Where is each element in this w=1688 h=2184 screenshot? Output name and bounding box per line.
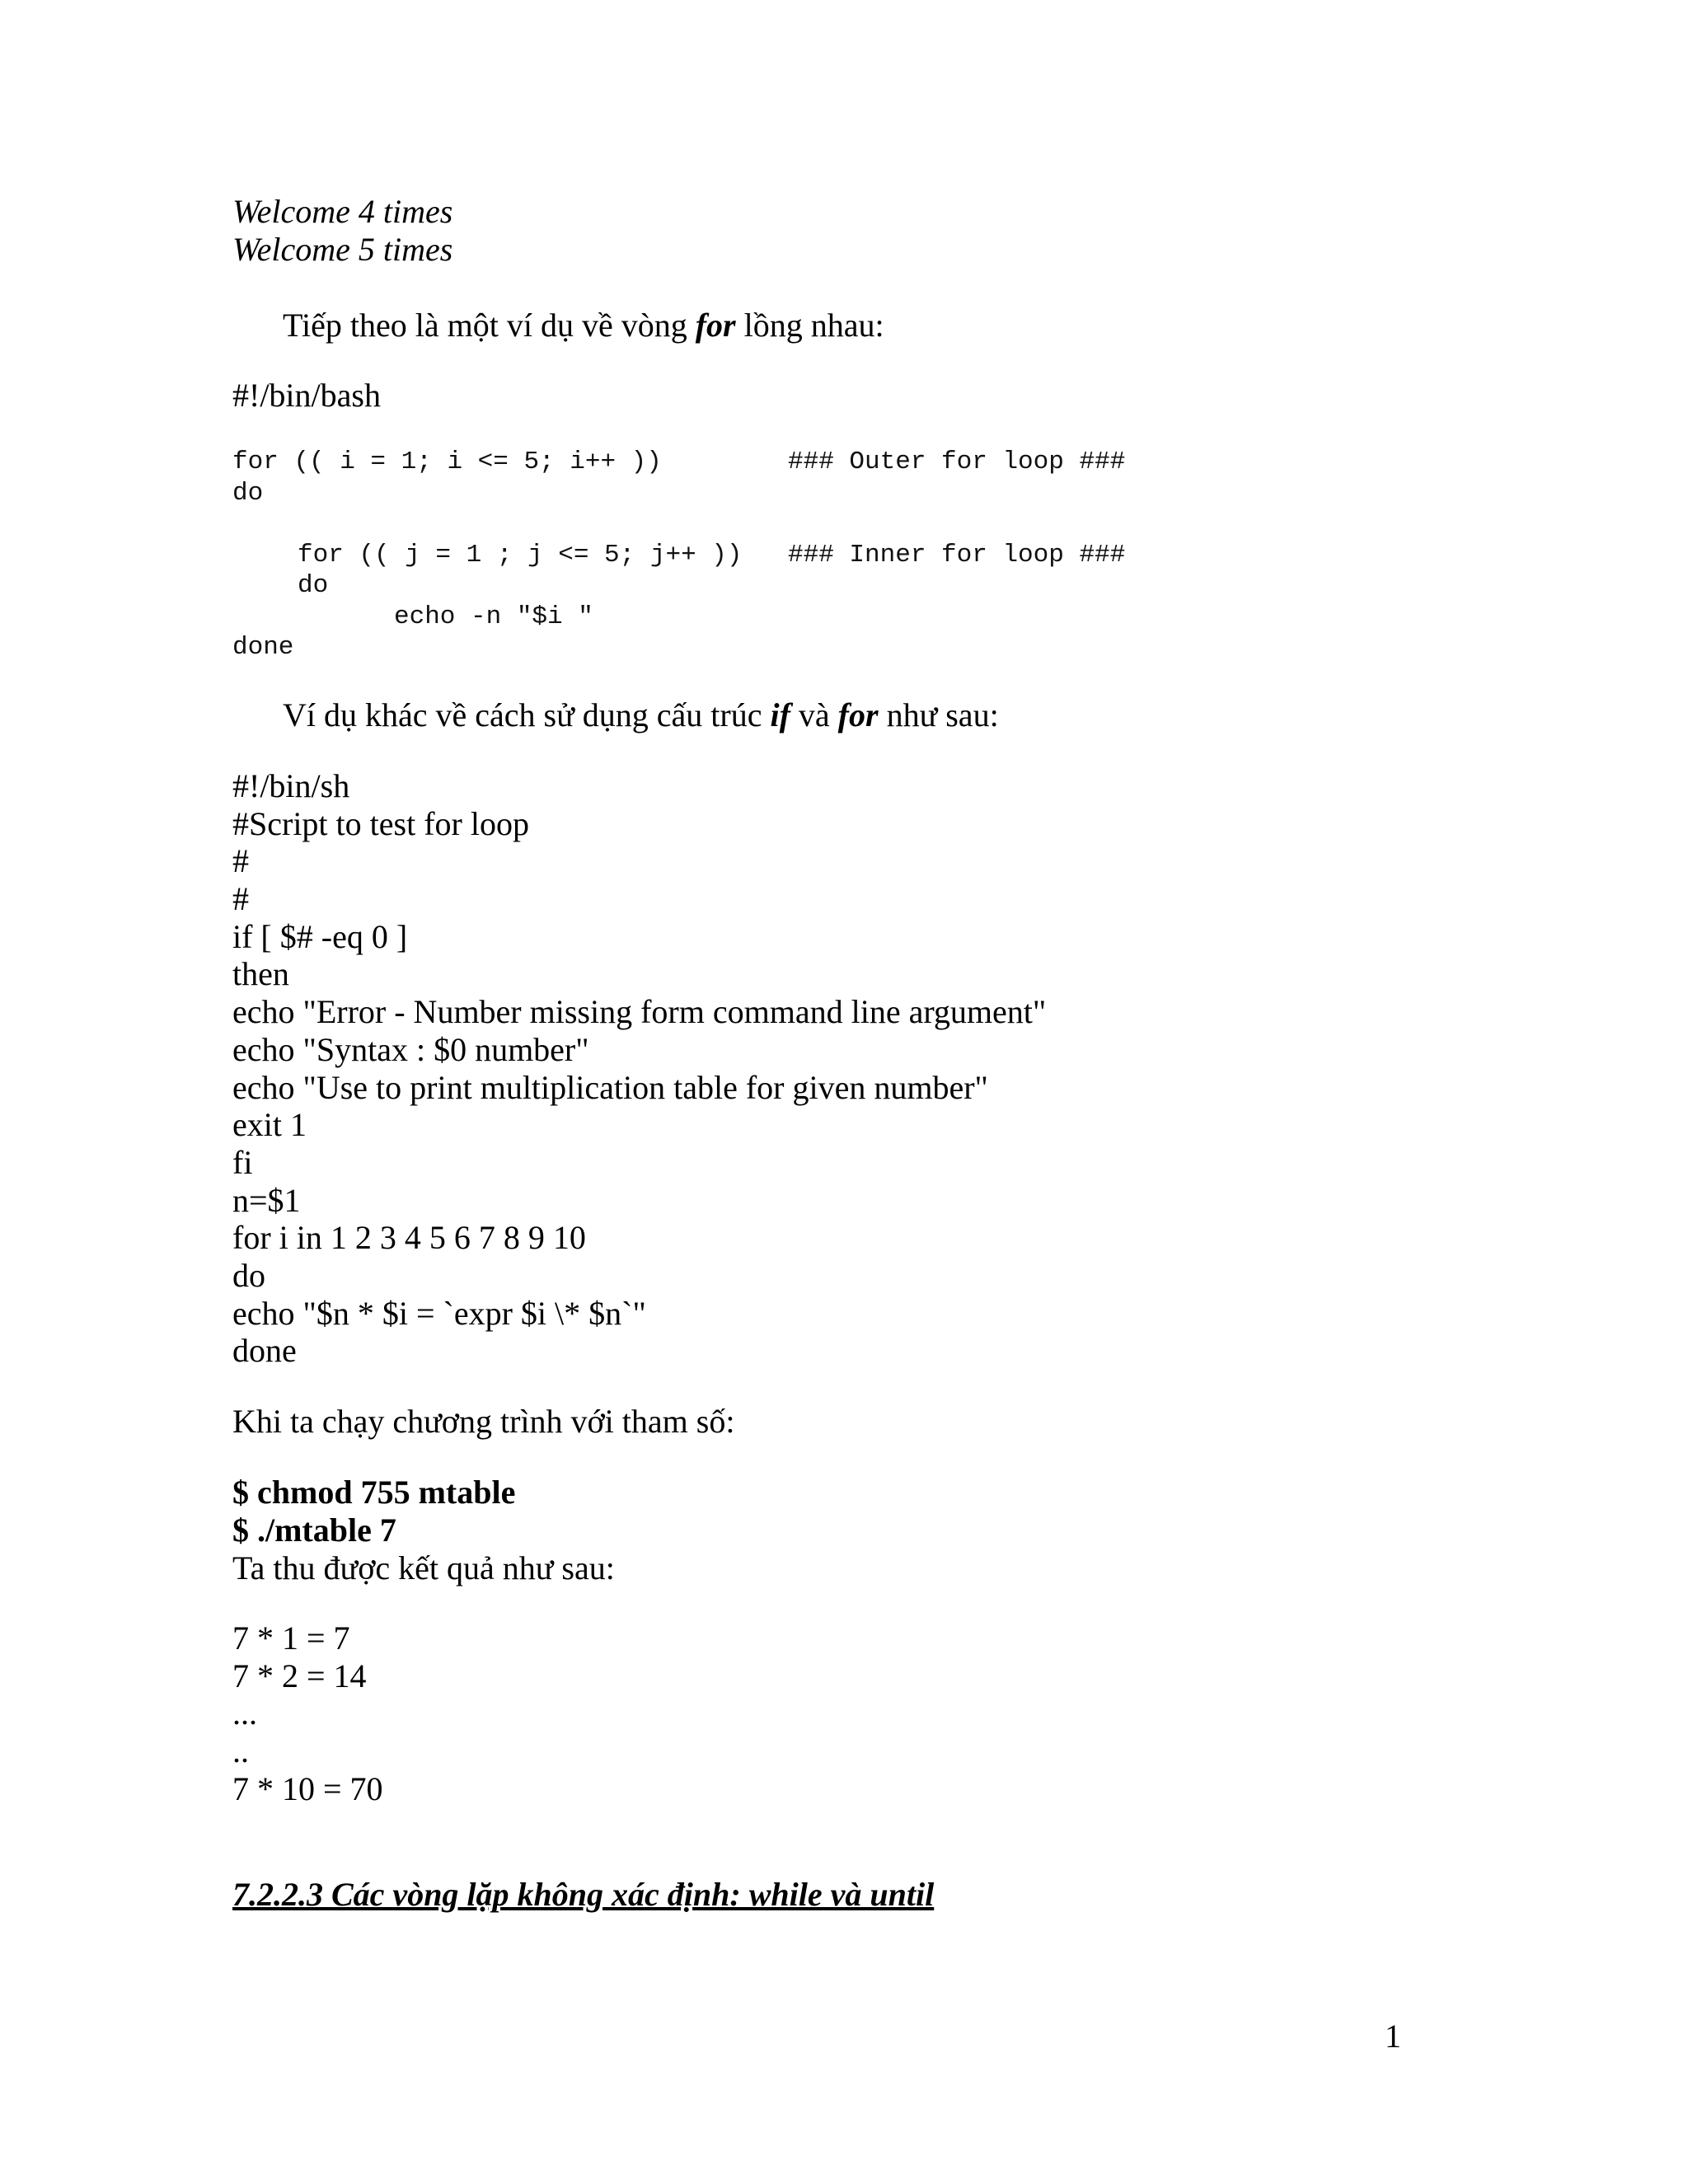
output-line: ... (232, 1694, 257, 1732)
script-listing (232, 767, 1046, 1370)
script-line: exit 1 (232, 1106, 307, 1144)
for-keyword: for (837, 696, 879, 733)
script-line: n=$1 (232, 1181, 301, 1219)
welcome-line-5: Welcome 5 times (232, 231, 453, 268)
if-for-intro-after: như sau: (878, 696, 999, 733)
script-line: echo "$n * $i = `expr $i \* $n`" (232, 1294, 646, 1332)
script-line: echo "Error - Number missing form command line argument" (232, 993, 1047, 1031)
code-done-line: done (232, 633, 294, 662)
code-inner-do: do (298, 571, 329, 600)
script-line: #!/bin/sh (232, 767, 350, 804)
nested-intro-before: Tiếp theo là một ví dụ về vòng (283, 307, 696, 344)
script-line: then (232, 955, 289, 993)
script-line: if [ $# -eq 0 ] (232, 917, 408, 955)
output-line: 7 * 1 = 7 (232, 1619, 350, 1657)
code-outer-for: for (( i = 1; i <= 5; i++ )) (232, 448, 662, 476)
output-line: 7 * 2 = 14 (232, 1657, 367, 1694)
if-for-intro (283, 696, 999, 734)
script-line: for i in 1 2 3 4 5 6 7 8 9 10 (232, 1219, 586, 1257)
code-inner-for: for (( j = 1 ; j <= 5; j++ )) (298, 541, 743, 569)
run-intro: Khi ta chạy chương trình với tham số: (232, 1403, 735, 1440)
output-line: .. (232, 1732, 249, 1770)
output-listing (232, 1619, 383, 1807)
code-echo-line: echo -n "$i " (394, 602, 593, 631)
bash-shebang: #!/bin/bash (232, 377, 381, 414)
script-line: echo "Use to print multiplication table for given number" (232, 1068, 988, 1106)
script-line: #Script to test for loop (232, 804, 529, 842)
code-inner-comment: ### Inner for loop ### (788, 541, 1126, 569)
result-intro: Ta thu được kết quả như sau: (232, 1549, 615, 1586)
if-for-intro-middle: và (790, 696, 838, 733)
page-number: 1 (1385, 2018, 1401, 2055)
script-line: done (232, 1332, 297, 1370)
script-line: fi (232, 1143, 253, 1181)
code-outer-comment: ### Outer for loop ### (788, 448, 1126, 476)
script-line: # (232, 842, 249, 880)
command-chmod: $ chmod 755 mtable (232, 1474, 516, 1511)
nested-loop-intro (283, 307, 884, 344)
script-line: do (232, 1256, 265, 1294)
nested-intro-after: lồng nhau: (735, 307, 884, 344)
script-line: echo "Syntax : $0 number" (232, 1030, 589, 1068)
code-outer-do: do (232, 479, 264, 508)
if-for-intro-before: Ví dụ khác về cách sử dụng cấu trúc (283, 696, 771, 733)
welcome-line-4: Welcome 4 times (232, 193, 453, 230)
if-keyword: if (770, 696, 790, 733)
command-run: $ ./mtable 7 (232, 1511, 396, 1549)
nested-intro-keyword: for (695, 307, 736, 344)
section-heading: 7.2.2.3 Các vòng lặp không xác định: while và until (232, 1876, 935, 1913)
output-line: 7 * 10 = 70 (232, 1769, 383, 1807)
script-line: # (232, 880, 249, 918)
